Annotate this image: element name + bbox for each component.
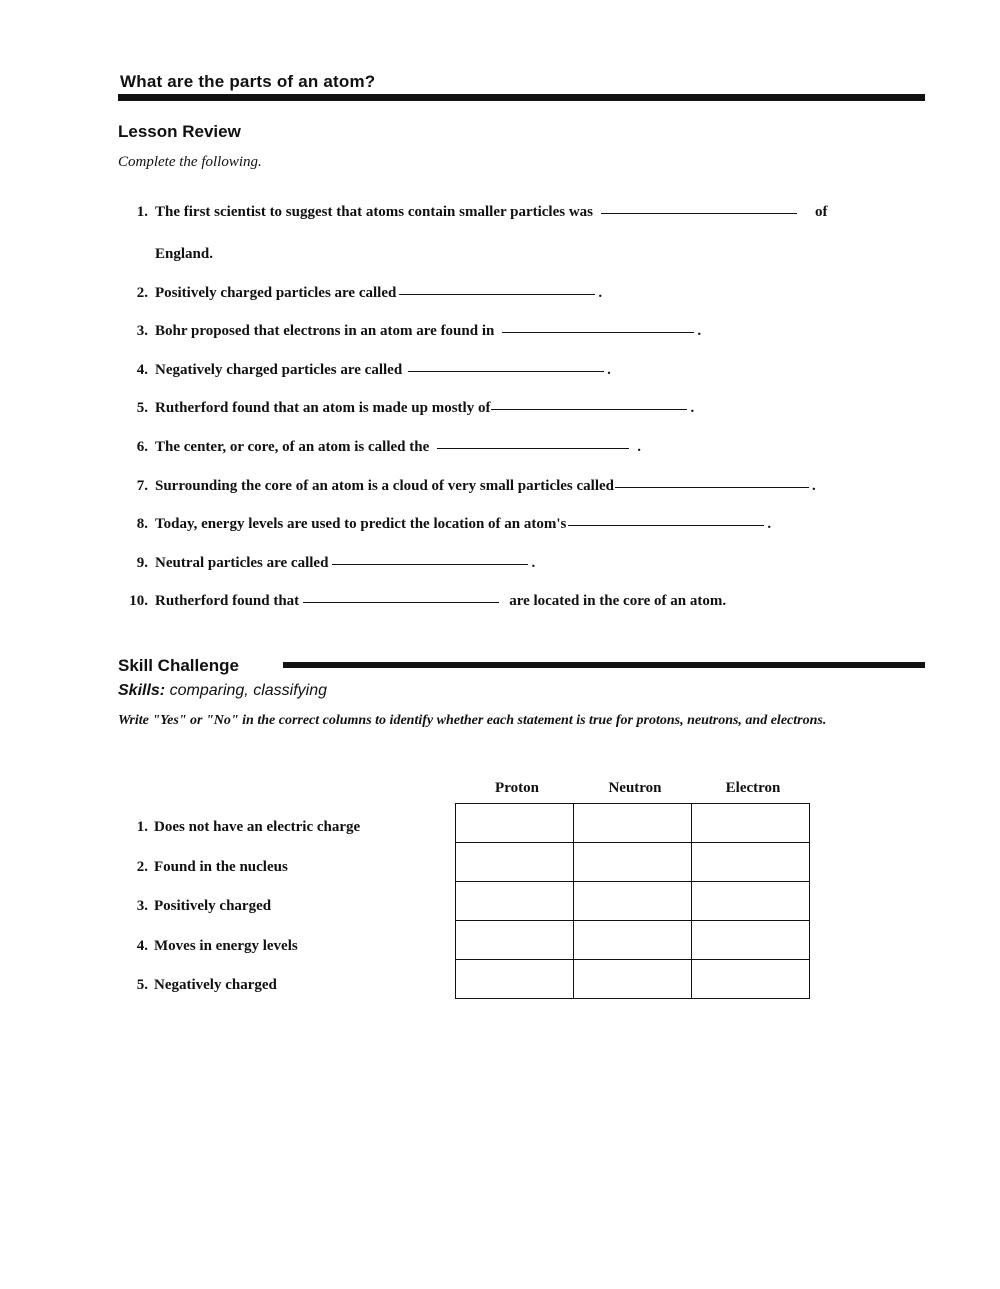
question-8 — [110, 516, 940, 533]
statement-text: Positively charged — [154, 898, 272, 914]
question-5 — [110, 400, 940, 417]
grid-row-4 — [456, 921, 810, 960]
question-7 — [110, 478, 940, 495]
answer-blank-2[interactable] — [399, 293, 595, 295]
question-number: 5. — [136, 400, 148, 416]
statement-number: 2. — [136, 859, 148, 875]
title-divider — [118, 94, 925, 101]
question-text-after: . — [690, 400, 695, 416]
question-9 — [110, 555, 940, 572]
skills-line — [118, 682, 327, 700]
question-text-after: . — [767, 516, 772, 532]
answer-blank-1[interactable] — [601, 212, 797, 214]
statement-number: 4. — [136, 938, 148, 954]
question-text: Surrounding the core of an atom is a cloud of very small particles called — [155, 478, 615, 494]
statement-text: Moves in energy levels — [154, 938, 298, 954]
question-number: 8. — [136, 516, 148, 532]
question-text-after: . — [812, 478, 816, 494]
statement-4 — [110, 938, 298, 955]
skill-challenge-divider — [283, 662, 925, 668]
question-number: 4. — [136, 362, 148, 378]
cell-1-proton[interactable] — [456, 804, 574, 843]
question-text: Positively charged particles are called — [155, 285, 397, 301]
cell-1-electron[interactable] — [692, 804, 810, 843]
statement-text: Does not have an electric charge — [154, 819, 361, 835]
skill-challenge-instruction: Write "Yes" or "No" in the correct columns to identify whether each statement is true for protons, neutrons, and electrons. — [118, 713, 827, 728]
column-header-proton: Proton — [495, 780, 539, 796]
statement-5 — [110, 977, 277, 994]
question-number: 6. — [136, 439, 148, 455]
lesson-review-instruction: Complete the following. — [118, 154, 262, 170]
cell-2-electron[interactable] — [692, 843, 810, 882]
grid-row-3 — [456, 882, 810, 921]
question-number: 1. — [136, 204, 148, 220]
question-text-after: are located in the core of an atom. — [509, 593, 727, 609]
lesson-review-heading: Lesson Review — [118, 122, 241, 141]
column-header-electron: Electron — [725, 780, 781, 796]
question-text-after: . — [697, 323, 702, 339]
question-text: Bohr proposed that electrons in an atom are found in — [155, 323, 495, 339]
question-text: The first scientist to suggest that atoms contain smaller particles was — [155, 204, 594, 220]
question-10 — [110, 593, 940, 610]
question-number: 3. — [136, 323, 148, 339]
question-4 — [110, 362, 940, 379]
answer-blank-4[interactable] — [408, 370, 604, 372]
answer-blank-3[interactable] — [502, 331, 694, 333]
grid-row-5 — [456, 960, 810, 999]
skills-value: comparing, classifying — [169, 682, 327, 699]
question-text: Neutral particles are called — [155, 555, 329, 571]
cell-3-proton[interactable] — [456, 882, 574, 921]
statement-2 — [110, 859, 288, 876]
statement-number: 1. — [136, 819, 148, 835]
question-text-after: . — [531, 555, 536, 571]
answer-blank-7[interactable] — [615, 486, 809, 488]
statement-number: 3. — [136, 898, 148, 914]
question-1-continuation: England. — [155, 246, 213, 262]
question-text-after: . — [607, 362, 611, 378]
question-number: 2. — [136, 285, 148, 301]
cell-2-neutron[interactable] — [574, 843, 692, 882]
question-6 — [110, 439, 940, 456]
question-text-after: . — [637, 439, 642, 455]
cell-5-proton[interactable] — [456, 960, 574, 999]
statement-3 — [110, 898, 271, 915]
page-title: What are the parts of an atom? — [120, 72, 376, 91]
cell-4-neutron[interactable] — [574, 921, 692, 960]
grid-row-1 — [456, 804, 810, 843]
cell-4-proton[interactable] — [456, 921, 574, 960]
cell-2-proton[interactable] — [456, 843, 574, 882]
statement-text: Found in the nucleus — [154, 859, 288, 875]
statement-text: Negatively charged — [154, 977, 277, 993]
answer-blank-9[interactable] — [332, 563, 528, 565]
statement-1 — [110, 819, 360, 836]
question-text: The center, or core, of an atom is called the — [155, 439, 430, 455]
column-header-neutron: Neutron — [608, 780, 662, 796]
cell-3-neutron[interactable] — [574, 882, 692, 921]
grid-row-2 — [456, 843, 810, 882]
cell-4-electron[interactable] — [692, 921, 810, 960]
statement-number: 5. — [136, 977, 148, 993]
question-text: Negatively charged particles are called — [155, 362, 403, 378]
question-text: Today, energy levels are used to predict the location of an atom's — [155, 516, 567, 532]
cell-1-neutron[interactable] — [574, 804, 692, 843]
question-number: 9. — [136, 555, 148, 571]
skill-challenge-heading: Skill Challenge — [118, 656, 239, 675]
cell-5-neutron[interactable] — [574, 960, 692, 999]
question-number: 10. — [129, 593, 148, 609]
question-2 — [110, 285, 940, 302]
answer-blank-10[interactable] — [303, 601, 499, 603]
question-text-after: of — [815, 204, 828, 220]
answer-blank-6[interactable] — [437, 447, 629, 449]
question-text: Rutherford found that an atom is made up mostly of — [155, 400, 491, 416]
cell-5-electron[interactable] — [692, 960, 810, 999]
question-1 — [110, 204, 940, 221]
cell-3-electron[interactable] — [692, 882, 810, 921]
question-text-after: . — [598, 285, 603, 301]
skills-label: Skills: — [118, 682, 166, 699]
answer-blank-8[interactable] — [568, 524, 764, 526]
question-text: Rutherford found that — [155, 593, 300, 609]
question-3 — [110, 323, 940, 340]
question-number: 7. — [136, 478, 148, 494]
answer-grid — [455, 803, 810, 999]
answer-blank-5[interactable] — [491, 408, 687, 410]
